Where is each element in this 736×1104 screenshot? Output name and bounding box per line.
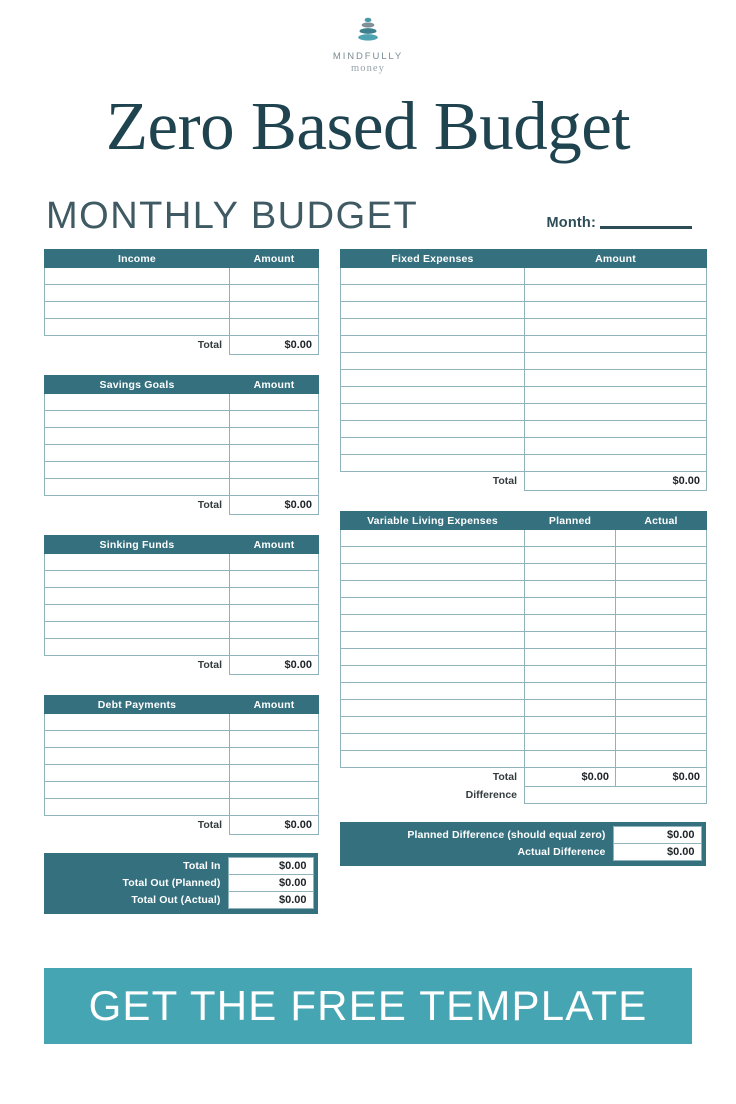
amount-cell[interactable] bbox=[230, 799, 319, 816]
amount-cell[interactable] bbox=[525, 268, 707, 285]
fixed-header-amount: Amount bbox=[525, 250, 707, 268]
entry-cell[interactable] bbox=[341, 455, 525, 472]
amount-cell[interactable] bbox=[525, 404, 707, 421]
table-row[interactable] bbox=[341, 421, 707, 438]
amount-cell[interactable] bbox=[230, 622, 319, 639]
table-row[interactable] bbox=[45, 782, 319, 799]
table-header-row bbox=[45, 696, 319, 714]
spacer bbox=[44, 675, 318, 695]
entry-cell[interactable] bbox=[341, 387, 525, 404]
entry-cell[interactable] bbox=[341, 564, 525, 581]
entry-cell[interactable] bbox=[341, 302, 525, 319]
entry-cell[interactable] bbox=[341, 438, 525, 455]
total-in-label: Total In bbox=[183, 860, 221, 872]
actual-cell[interactable] bbox=[616, 734, 707, 751]
right-column bbox=[340, 249, 706, 914]
amount-cell[interactable] bbox=[230, 554, 319, 571]
amount-cell[interactable] bbox=[230, 782, 319, 799]
entry-cell[interactable] bbox=[45, 731, 230, 748]
planned-cell[interactable] bbox=[525, 581, 616, 598]
variable-living-expenses-table bbox=[340, 511, 707, 804]
actual-cell[interactable] bbox=[616, 649, 707, 666]
entry-cell[interactable] bbox=[341, 353, 525, 370]
debt-header-amount: Amount bbox=[230, 696, 319, 714]
table-row[interactable] bbox=[341, 666, 707, 683]
entry-cell[interactable] bbox=[341, 717, 525, 734]
actual-cell[interactable] bbox=[616, 717, 707, 734]
table-row[interactable] bbox=[341, 564, 707, 581]
table-row[interactable] bbox=[45, 285, 319, 302]
table-row[interactable] bbox=[341, 455, 707, 472]
amount-cell[interactable] bbox=[525, 438, 707, 455]
amount-cell[interactable] bbox=[230, 302, 319, 319]
total-out-planned-label: Total Out (Planned) bbox=[122, 877, 221, 889]
entry-cell[interactable] bbox=[341, 285, 525, 302]
table-row[interactable] bbox=[45, 428, 319, 445]
table-row[interactable] bbox=[45, 799, 319, 816]
total-row bbox=[45, 336, 319, 355]
total-planned-value: $0.00 bbox=[525, 768, 616, 787]
total-value: $0.00 bbox=[230, 656, 319, 675]
amount-cell[interactable] bbox=[525, 285, 707, 302]
brand-subtitle: money bbox=[350, 63, 386, 74]
month-label: Month: bbox=[546, 215, 596, 231]
entry-cell[interactable] bbox=[341, 581, 525, 598]
spacer bbox=[44, 515, 318, 535]
actual-cell[interactable] bbox=[616, 700, 707, 717]
planned-cell[interactable] bbox=[525, 751, 616, 768]
amount-cell[interactable] bbox=[230, 268, 319, 285]
table-row[interactable] bbox=[341, 404, 707, 421]
total-actual-value: $0.00 bbox=[616, 768, 707, 787]
total-label: Total bbox=[492, 475, 517, 488]
table-row[interactable] bbox=[45, 268, 319, 285]
income-header-label: Income bbox=[45, 250, 230, 268]
savings-header-label: Savings Goals bbox=[45, 376, 230, 394]
total-row bbox=[45, 816, 319, 835]
planned-cell[interactable] bbox=[525, 547, 616, 564]
entry-cell[interactable] bbox=[45, 799, 230, 816]
sinking-funds-body bbox=[45, 554, 319, 675]
table-row[interactable] bbox=[341, 581, 707, 598]
table-row[interactable] bbox=[45, 714, 319, 731]
entry-cell[interactable] bbox=[341, 666, 525, 683]
planned-cell[interactable] bbox=[525, 530, 616, 547]
entry-cell[interactable] bbox=[45, 588, 230, 605]
summary-row bbox=[49, 892, 313, 909]
entry-cell[interactable] bbox=[341, 632, 525, 649]
summary-row bbox=[345, 827, 701, 844]
table-row[interactable] bbox=[341, 547, 707, 564]
table-row[interactable] bbox=[341, 683, 707, 700]
total-row bbox=[341, 768, 707, 787]
entry-cell[interactable] bbox=[45, 639, 230, 656]
table-row[interactable] bbox=[341, 387, 707, 404]
page-title: Zero Based Budget bbox=[105, 88, 631, 164]
table-header-row bbox=[341, 250, 707, 268]
amount-cell[interactable] bbox=[230, 605, 319, 622]
table-row[interactable] bbox=[45, 748, 319, 765]
table-row[interactable] bbox=[45, 571, 319, 588]
variable-living-expenses-body bbox=[341, 530, 707, 804]
actual-cell[interactable] bbox=[616, 530, 707, 547]
actual-cell[interactable] bbox=[616, 615, 707, 632]
spacer bbox=[44, 355, 318, 375]
entry-cell[interactable] bbox=[341, 404, 525, 421]
entry-cell[interactable] bbox=[45, 571, 230, 588]
planned-cell[interactable] bbox=[525, 666, 616, 683]
difference-label: Difference bbox=[465, 789, 517, 801]
entry-cell[interactable] bbox=[341, 530, 525, 547]
entry-cell[interactable] bbox=[45, 479, 230, 496]
sinking-funds-table bbox=[44, 535, 319, 675]
entry-cell[interactable] bbox=[45, 622, 230, 639]
table-row[interactable] bbox=[45, 622, 319, 639]
month-input-line[interactable] bbox=[600, 226, 692, 229]
variable-header-label: Variable Living Expenses bbox=[341, 512, 525, 530]
table-header-row bbox=[45, 536, 319, 554]
table-header-row bbox=[341, 512, 707, 530]
entry-cell[interactable] bbox=[45, 765, 230, 782]
get-free-template-button[interactable] bbox=[44, 968, 692, 1044]
entry-cell[interactable] bbox=[341, 683, 525, 700]
total-row bbox=[45, 656, 319, 675]
sinking-header-amount: Amount bbox=[230, 536, 319, 554]
total-out-actual-label: Total Out (Actual) bbox=[131, 894, 221, 906]
planned-cell[interactable] bbox=[525, 700, 616, 717]
table-row[interactable] bbox=[341, 717, 707, 734]
entry-cell[interactable] bbox=[341, 319, 525, 336]
amount-cell[interactable] bbox=[525, 421, 707, 438]
planned-difference-value: $0.00 bbox=[613, 827, 701, 844]
amount-cell[interactable] bbox=[230, 445, 319, 462]
planned-cell[interactable] bbox=[525, 615, 616, 632]
planned-cell[interactable] bbox=[525, 632, 616, 649]
savings-goals-body bbox=[45, 394, 319, 515]
amount-cell[interactable] bbox=[525, 319, 707, 336]
debt-payments-table bbox=[44, 695, 319, 835]
income-body bbox=[45, 268, 319, 355]
actual-difference-label: Actual Difference bbox=[517, 846, 606, 858]
entry-cell[interactable] bbox=[45, 748, 230, 765]
table-header-row bbox=[45, 376, 319, 394]
total-label: Total bbox=[197, 659, 222, 672]
brand-header bbox=[0, 0, 736, 74]
amount-cell[interactable] bbox=[230, 571, 319, 588]
sheet-header-row bbox=[32, 197, 704, 235]
total-value: $0.00 bbox=[525, 472, 707, 491]
entry-cell[interactable] bbox=[45, 554, 230, 571]
entry-cell[interactable] bbox=[45, 605, 230, 622]
table-row[interactable] bbox=[45, 302, 319, 319]
table-row[interactable] bbox=[341, 319, 707, 336]
entry-cell[interactable] bbox=[341, 615, 525, 632]
entry-cell[interactable] bbox=[341, 268, 525, 285]
table-header-row bbox=[45, 250, 319, 268]
table-row[interactable] bbox=[341, 285, 707, 302]
total-label: Total bbox=[197, 499, 222, 512]
table-row[interactable] bbox=[45, 554, 319, 571]
total-row bbox=[341, 472, 707, 491]
planned-cell[interactable] bbox=[525, 598, 616, 615]
amount-cell[interactable] bbox=[525, 370, 707, 387]
table-row[interactable] bbox=[45, 394, 319, 411]
amount-cell[interactable] bbox=[230, 285, 319, 302]
table-row[interactable] bbox=[341, 700, 707, 717]
entry-cell[interactable] bbox=[45, 302, 230, 319]
actual-cell[interactable] bbox=[616, 581, 707, 598]
planned-cell[interactable] bbox=[525, 734, 616, 751]
table-row[interactable] bbox=[45, 588, 319, 605]
left-summary-panel bbox=[44, 853, 318, 914]
amount-cell[interactable] bbox=[230, 714, 319, 731]
total-in-value: $0.00 bbox=[228, 858, 313, 875]
amount-cell[interactable] bbox=[230, 394, 319, 411]
income-header-amount: Amount bbox=[230, 250, 319, 268]
table-row[interactable] bbox=[341, 530, 707, 547]
amount-cell[interactable] bbox=[525, 302, 707, 319]
actual-cell[interactable] bbox=[616, 632, 707, 649]
table-row[interactable] bbox=[341, 734, 707, 751]
savings-header-amount: Amount bbox=[230, 376, 319, 394]
amount-cell[interactable] bbox=[230, 428, 319, 445]
amount-cell[interactable] bbox=[230, 748, 319, 765]
month-field[interactable] bbox=[546, 215, 692, 235]
amount-cell[interactable] bbox=[525, 387, 707, 404]
table-row[interactable] bbox=[341, 302, 707, 319]
amount-cell[interactable] bbox=[525, 455, 707, 472]
planned-cell[interactable] bbox=[525, 564, 616, 581]
summary-row bbox=[49, 858, 313, 875]
amount-cell[interactable] bbox=[230, 411, 319, 428]
table-row[interactable] bbox=[341, 268, 707, 285]
entry-cell[interactable] bbox=[341, 734, 525, 751]
entry-cell[interactable] bbox=[341, 649, 525, 666]
entry-cell[interactable] bbox=[341, 598, 525, 615]
total-out-planned-value: $0.00 bbox=[228, 875, 313, 892]
total-value: $0.00 bbox=[230, 496, 319, 515]
actual-cell[interactable] bbox=[616, 666, 707, 683]
entry-cell[interactable] bbox=[341, 370, 525, 387]
entry-cell[interactable] bbox=[341, 700, 525, 717]
difference-row bbox=[341, 787, 707, 804]
fixed-expenses-body bbox=[341, 268, 707, 491]
debt-header-label: Debt Payments bbox=[45, 696, 230, 714]
savings-goals-table bbox=[44, 375, 319, 515]
table-row[interactable] bbox=[341, 598, 707, 615]
total-row bbox=[45, 496, 319, 515]
total-value: $0.00 bbox=[230, 816, 319, 835]
total-label: Total bbox=[492, 771, 517, 784]
table-row[interactable] bbox=[341, 615, 707, 632]
amount-cell[interactable] bbox=[230, 479, 319, 496]
actual-difference-value: $0.00 bbox=[613, 844, 701, 861]
stacked-stones-logo-icon bbox=[351, 14, 385, 48]
cta-label: GET THE FREE TEMPLATE bbox=[88, 982, 648, 1029]
amount-cell[interactable] bbox=[230, 639, 319, 656]
table-row[interactable] bbox=[45, 411, 319, 428]
entry-cell[interactable] bbox=[341, 751, 525, 768]
amount-cell[interactable] bbox=[525, 353, 707, 370]
table-row[interactable] bbox=[45, 479, 319, 496]
sinking-header-label: Sinking Funds bbox=[45, 536, 230, 554]
right-summary-panel bbox=[340, 822, 706, 866]
table-row[interactable] bbox=[45, 445, 319, 462]
summary-row bbox=[345, 844, 701, 861]
entry-cell[interactable] bbox=[45, 268, 230, 285]
planned-difference-label: Planned Difference (should equal zero) bbox=[407, 829, 606, 841]
planned-cell[interactable] bbox=[525, 683, 616, 700]
sheet-heading: MONTHLY BUDGET bbox=[46, 195, 419, 237]
total-out-actual-value: $0.00 bbox=[228, 892, 313, 909]
amount-cell[interactable] bbox=[230, 462, 319, 479]
amount-cell[interactable] bbox=[230, 319, 319, 336]
entry-cell[interactable] bbox=[45, 782, 230, 799]
amount-cell[interactable] bbox=[230, 765, 319, 782]
entry-cell[interactable] bbox=[45, 462, 230, 479]
entry-cell[interactable] bbox=[45, 714, 230, 731]
actual-cell[interactable] bbox=[616, 598, 707, 615]
entry-cell[interactable] bbox=[45, 428, 230, 445]
amount-cell[interactable] bbox=[525, 336, 707, 353]
table-row[interactable] bbox=[341, 336, 707, 353]
table-row[interactable] bbox=[341, 353, 707, 370]
actual-cell[interactable] bbox=[616, 564, 707, 581]
entry-cell[interactable] bbox=[45, 411, 230, 428]
actual-cell[interactable] bbox=[616, 547, 707, 564]
table-row[interactable] bbox=[341, 632, 707, 649]
table-row[interactable] bbox=[45, 639, 319, 656]
entry-cell[interactable] bbox=[45, 445, 230, 462]
planned-cell[interactable] bbox=[525, 717, 616, 734]
entry-cell[interactable] bbox=[341, 336, 525, 353]
table-row[interactable] bbox=[341, 370, 707, 387]
table-row[interactable] bbox=[45, 731, 319, 748]
entry-cell[interactable] bbox=[45, 319, 230, 336]
total-value: $0.00 bbox=[230, 336, 319, 355]
entry-cell[interactable] bbox=[341, 421, 525, 438]
variable-header-actual: Actual bbox=[616, 512, 707, 530]
planned-cell[interactable] bbox=[525, 649, 616, 666]
table-row[interactable] bbox=[45, 319, 319, 336]
table-row[interactable] bbox=[341, 649, 707, 666]
debt-payments-body bbox=[45, 714, 319, 835]
amount-cell[interactable] bbox=[230, 588, 319, 605]
left-column bbox=[44, 249, 318, 914]
budget-sheet bbox=[0, 197, 736, 914]
amount-cell[interactable] bbox=[230, 731, 319, 748]
fixed-header-label: Fixed Expenses bbox=[341, 250, 525, 268]
budget-columns bbox=[32, 249, 704, 914]
entry-cell[interactable] bbox=[341, 547, 525, 564]
table-row[interactable] bbox=[45, 605, 319, 622]
actual-cell[interactable] bbox=[616, 751, 707, 768]
table-row[interactable] bbox=[341, 751, 707, 768]
entry-cell[interactable] bbox=[45, 394, 230, 411]
income-table bbox=[44, 249, 319, 355]
table-row[interactable] bbox=[45, 765, 319, 782]
total-label: Total bbox=[197, 339, 222, 352]
table-row[interactable] bbox=[341, 438, 707, 455]
variable-header-planned: Planned bbox=[525, 512, 616, 530]
brand-name: MINDFULLY bbox=[332, 51, 404, 62]
spacer bbox=[340, 491, 706, 511]
summary-row bbox=[49, 875, 313, 892]
table-row[interactable] bbox=[45, 462, 319, 479]
entry-cell[interactable] bbox=[45, 285, 230, 302]
actual-cell[interactable] bbox=[616, 683, 707, 700]
difference-value[interactable] bbox=[525, 787, 707, 804]
total-label: Total bbox=[197, 819, 222, 832]
fixed-expenses-table bbox=[340, 249, 707, 491]
